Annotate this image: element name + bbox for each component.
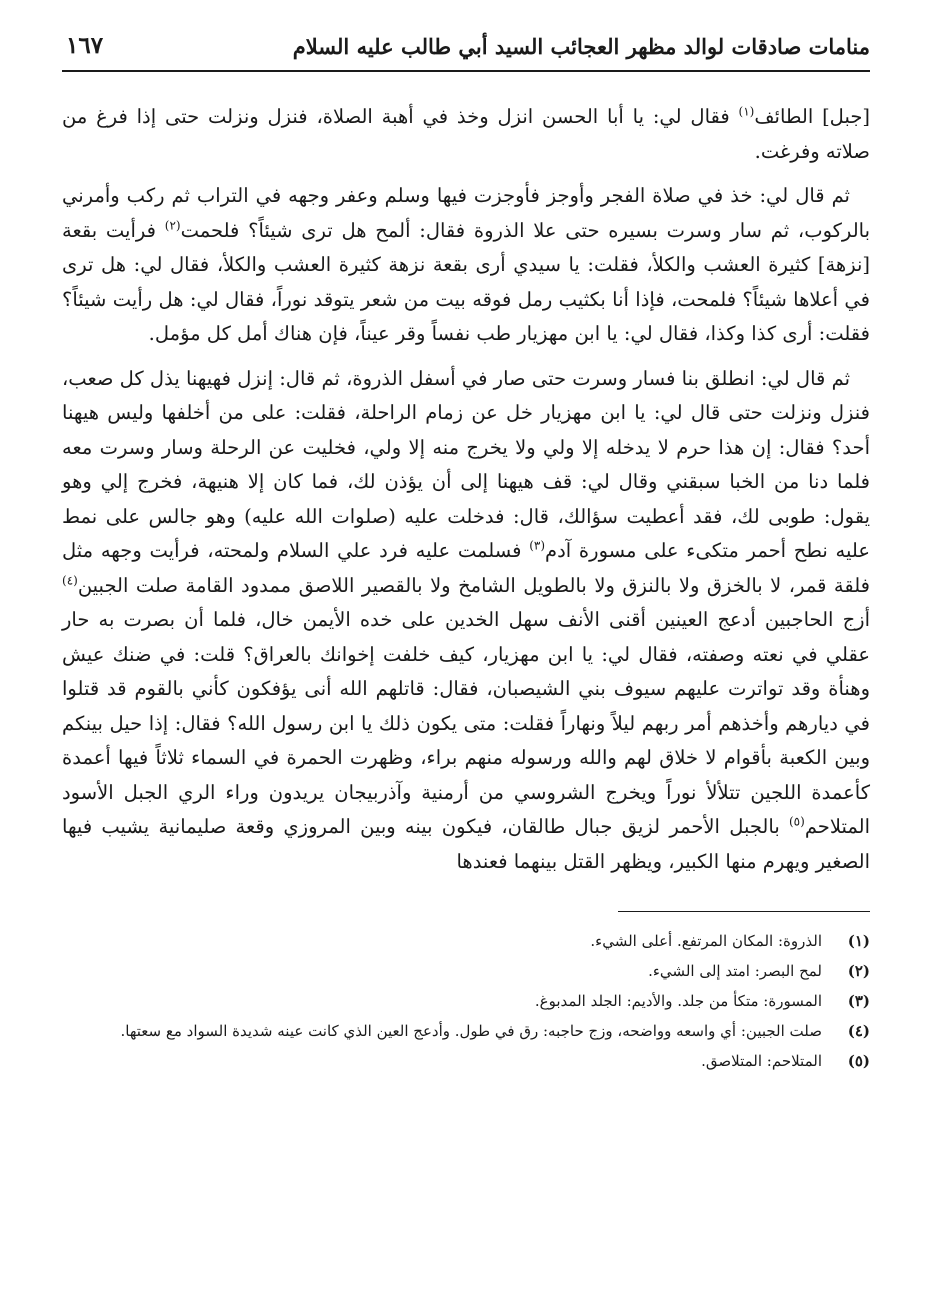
footnote (62, 959, 870, 984)
footnote-ref-1: (١) (738, 104, 755, 119)
footnote-text: الذروة: المكان المرتفع. أعلى الشيء. (590, 932, 822, 950)
footnote-ref-3: (٣) (529, 538, 546, 553)
footnote-number: (٤) (847, 1022, 870, 1040)
footnote-separator-wrap (62, 889, 870, 929)
footnote-ref-2: (٢) (164, 218, 181, 232)
paragraph-2 (62, 179, 870, 352)
paragraph-3-text-b: فسلمت عليه فرد علي السلام ولمحته، فرأيت وجهه مثل فلقة قمر، لا بالخزق ولا بالنزق ولا بالطويل الشامخ ولا بالقصير اللاصق ممدود القامة صلت الجبين (62, 539, 870, 597)
footnote (62, 1049, 870, 1074)
paragraph-3 (62, 362, 870, 880)
footnote-text: المتلاحم: المتلاصق. (701, 1052, 822, 1070)
paragraph-3-text-a: ثم قال لي: انطلق بنا فسار وسرت حتى صار في أسفل الذروة، ثم قال: إنزل فهيهنا يذل كل صعب، فنزل ونزلت حتى قال لي: يا ابن مهزيار خل عن زمام الراحلة، فقلت: على من أخلفها وليس هيهنا أحد؟ فقال: إن هذا حرم لا يدخله إلا ولي ولا يخرج منه إلا ولي، فخليت عن الرحلة وسار وسرت معه فلما دنا من الخبا سبقني وقال لي: قف هيهنا إلى أن يؤذن لك، فما كان إلا هنيهة، فخرج إلي وهو يقول: طوبى لك، فقد أعطيت سؤالك، قال: فدخلت عليه (صلوات الله عليه) وهو جالس على نمط عليه نطح أحمر متكىء على مسورة آدم (62, 366, 870, 562)
footnote-ref-5: (٥) (788, 814, 805, 829)
footnote-number: (٥) (847, 1052, 870, 1070)
footnote (62, 1019, 870, 1044)
paragraph-1-text-a: [جبل] الطائف (754, 105, 870, 128)
paragraph-2-text-b: فرأيت بقعة [نزهة] كثيرة العشب والكلأ، فقلت: يا سيدي أرى بقعة نزهة كثيرة العشب والكلأ، فقال لي: هل ترى في أعلاها شيئاً؟ فلمحت، فإذا أنا بكثيب رمل فوقه بيت من شعر يتوقد نوراً، فقال لي: هل رأيت شيئاً؟ فقلت: أرى كذا وكذا، فقال لي: يا ابن مهزيار طب نفساً وقر عيناً، فإن هناك أمل كل مؤمل. (62, 218, 870, 345)
page-header (62, 30, 870, 72)
footnotes (62, 929, 870, 1074)
paragraph-3-text-c: أزج الحاجبين أدعج العينين أقنى الأنف سهل الخدين على خده الأيمن خال، فلما أن بصرت به حار عقلي في نعته وصفته، فقال لي: يا ابن مهزيار، كيف خلفت إخوانك بالعراق؟ قلت: في ضنك عيش وهنأة وقد تواترت عليهم سيوف بني الشيصبان، فقال: قاتلهم الله أنى يؤفكون كأني بالقوم قد قتلوا في ديارهم وأخذهم أمر ربهم ليلاً ونهاراً فقلت: متى يكون ذلك يا ابن رسول الله؟ فقال: إذا حيل بينكم وبين الكعبة بأقوام لا خلاق لهم والله ورسوله منهم براء، وظهرت الحمرة في السماء ثلاثاً فيها أعمدة كأعمدة اللجين تتلألأ نوراً ويخرج الشروسي من أرمنية وآذربيجان يريدون وراء الري الجبل الأسود المتلاحم (62, 608, 870, 838)
paragraph-3-text-d: بالجبل الأحمر لزيق جبال طالقان، فيكون بينه وبين المروزي وقعة صليمانية يشيب فيها الصغير ويهرم منها الكبير، ويظهر القتل بينهما فعندها (62, 815, 870, 873)
footnote-number: (٢) (847, 962, 870, 980)
paragraph-1 (62, 100, 870, 169)
footnote-ref-4: (٤) (62, 573, 78, 587)
paragraph-2-text-a: ثم قال لي: خذ في صلاة الفجر وأوجز فأوجزت فيها وسلم وعفر وجهه في التراب ثم ركب وأمرني بالركوب، ثم سار وسرت بسيره حتى علا الذروة فقال: ألمح هل ترى شيئاً؟ فلحمت (62, 184, 871, 242)
footnote (62, 929, 870, 954)
paragraph-1-text-b: فقال لي: يا أبا الحسن انزل وخذ في أهبة الصلاة، فنزل ونزلت حتى إذا فرغ من صلاته وفرغت. (62, 105, 870, 163)
footnote-text: لمح البصر: امتد إلى الشيء. (648, 962, 822, 980)
footnote-number: (١) (847, 932, 870, 950)
main-text (62, 100, 870, 879)
book-page (62, 30, 870, 1280)
running-title: منامات صادقات لوالد مظهر العجائب السيد أبي طالب عليه السلام (292, 34, 870, 59)
footnote-separator (618, 911, 870, 912)
footnote-text: المسورة: متكأ من جلد. والأديم: الجلد المدبوغ. (534, 992, 822, 1010)
page-number: ١٦٧ (66, 32, 104, 59)
footnote-number: (٣) (847, 992, 870, 1010)
footnote (62, 989, 870, 1014)
footnote-text: صلت الجبين: أي واسعه وواضحه، وزج حاجبه: رق في طول. وأدعج العين الذي كانت عينه شديدة السواد مع سعتها. (120, 1022, 822, 1040)
